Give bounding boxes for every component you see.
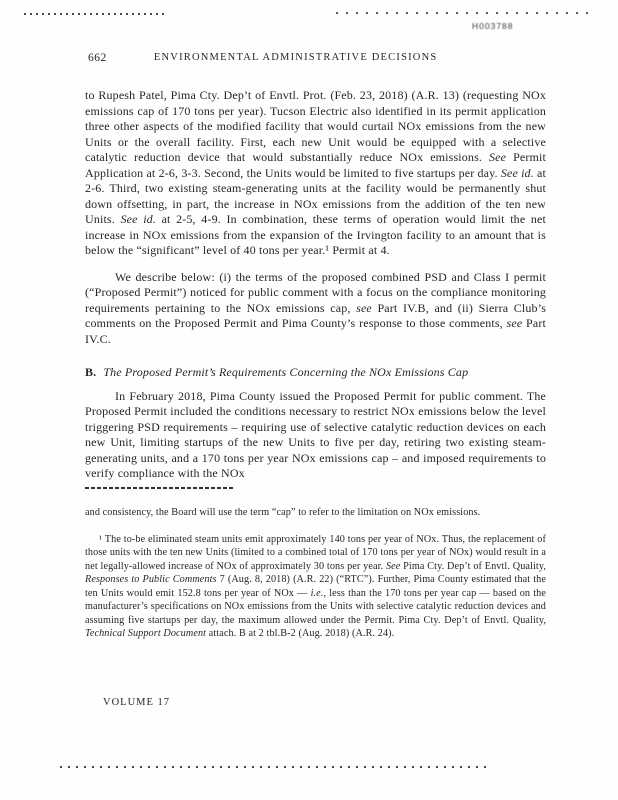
- footnote-1: ¹ The to-be eliminated steam units emit approximately 140 tons per year of NOx. Thus, the replacement of those units with the ten new Units (limited to a combined total of 170 tons per year of NOx) would result in a net legally-allowed increase of NOx of approximately 30 tons per year. See Pima Cty. Dep’t of Envtl. Quality, Responses to Public Comments 7 (Aug. 8, 2018) (A.R. 22) (“RTC”). Further, Pima County estimated that the ten Units would emit 152.8 tons per year of NOx — i.e., less than the 170 tons per year cap — based on the manufacturer’s specifications on NOx emissions from the Units with selective catalytic reduction devices and assuming five startups per day, the maximum allowed under the Permit. Pima Cty. Dep’t of Envtl. Quality, Technical Support Document attach. B at 2 tbl.B-2 (Aug. 2018) (A.R. 24).: [85, 533, 547, 639]
- scan-artifact-line-bottom: [60, 766, 490, 768]
- document-code-stamp: H003788: [472, 21, 514, 31]
- scan-artifact-line-top-left: [24, 13, 166, 15]
- scan-artifact-line-top-right: [336, 12, 594, 14]
- volume-label: VOLUME 17: [103, 697, 171, 708]
- running-header: [85, 52, 546, 68]
- text-column: [85, 88, 546, 641]
- body-paragraph-1: to Rupesh Patel, Pima Cty. Dep’t of Envtl. Prot. (Feb. 23, 2018) (A.R. 13) (requesting NOx emissions cap of 170 tons per year). Tucson Electric also identified in its permit application three other aspects of the modified facility that would curtail NOx emissions from the new Units or the overall facility. First, each new Unit would be equipped with a selective catalytic reduction device that would substantially reduce NOx emissions. See Permit Application at 2-6, 3-3. Second, the Units would be limited to five startups per day. See id. at 2-6. Third, two existing steam-generating units at the facility would be permanently shut down offsetting, in part, the increase in NOx emissions from the addition of the ten new Units. See id. at 2-5, 4-9. In combination, these terms of operation would limit the net increase in NOx emissions from the expansion of the Irvington facility to an amount that is below the “significant” level of 40 tons per year.¹ Permit at 4.: [85, 88, 547, 257]
- running-title: ENVIRONMENTAL ADMINISTRATIVE DECISIONS: [153, 52, 438, 63]
- body-paragraph-3: In February 2018, Pima County issued the Proposed Permit for public comment. The Proposed Permit included the conditions necessary to restrict NOx emissions below the level triggering PSD requirements – requiring use of selective catalytic reduction devices on each new Unit, limiting startups of the new Units to five per day, retiring two existing steam-generating units, and a 170 tons per year NOx emissions cap – and imposed requirements to verify compliance with the NOx: [85, 388, 546, 480]
- section-heading-b: B. The Proposed Permit’s Requirements Concerning the NOx Emissions Cap: [85, 365, 469, 379]
- footnote-continuation: and consistency, the Board will use the term “cap” to refer to the limitation on NOx emissions.: [85, 506, 481, 518]
- footnote-separator-rule: [85, 487, 235, 489]
- page-number: 662: [88, 52, 107, 64]
- body-paragraph-2: We describe below: (i) the terms of the proposed combined PSD and Class I permit (“Proposed Permit”) noticed for public comment with a focus on the compliance monitoring requirements pertaining to the NOx emissions cap, see Part IV.B, and (ii) Sierra Club’s comments on the Proposed Permit and Pima County’s response to those comments, see Part IV.C.: [85, 269, 547, 346]
